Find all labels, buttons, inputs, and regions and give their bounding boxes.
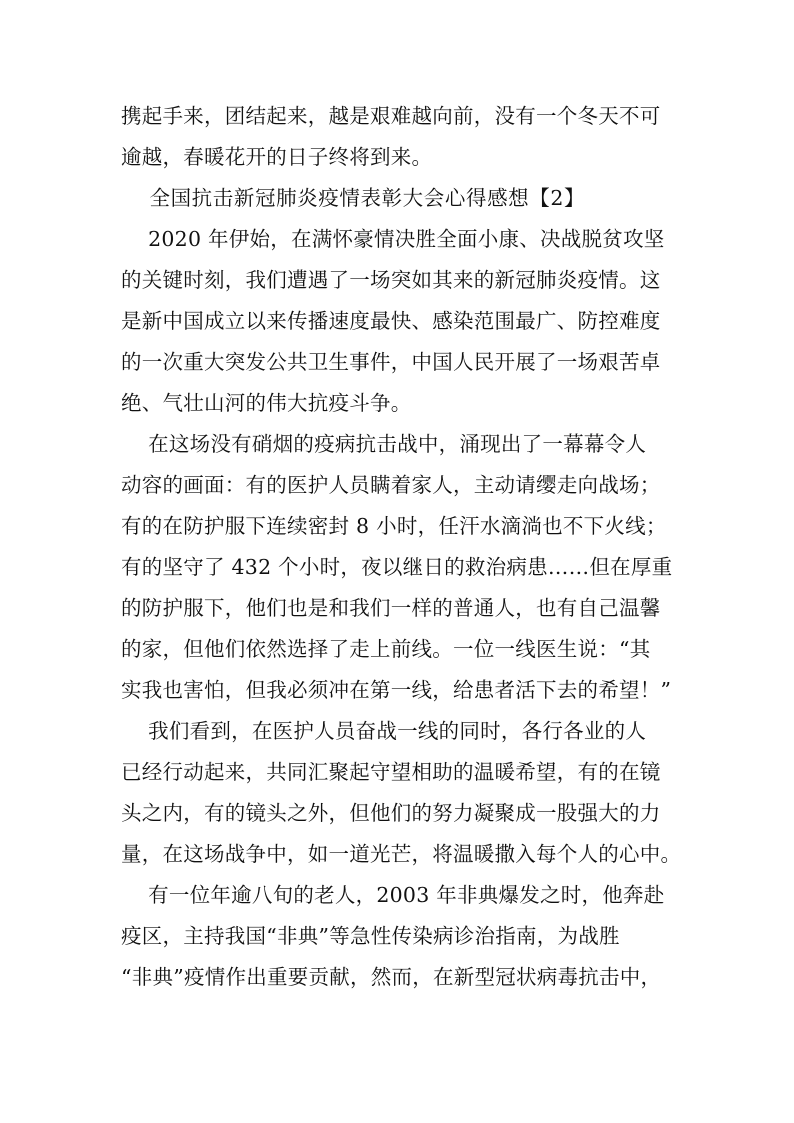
- text-line: 的关键时刻，我们遭遇了一场突如其来的新冠肺炎疫情。这: [121, 268, 661, 292]
- text-line: 的家，但他们依然选择了走上前线。一位一线医生说：“其: [121, 637, 651, 661]
- text-line: 是新中国成立以来传播速度最快、感染范围最广、防控难度: [121, 309, 661, 333]
- text-line: 的一次重大突发公共卫生事件，中国人民开展了一场艰苦卓: [121, 350, 661, 374]
- text-line: 疫区，主持我国“非典”等急性传染病诊治指南，为战胜: [121, 924, 620, 948]
- text-line: 在这场没有硝烟的疫病抗击战中，涌现出了一幕幕令人: [121, 432, 647, 456]
- text-line: 2020 年伊始，在满怀豪情决胜全面小康、决战脱贫攻坚: [121, 227, 665, 251]
- text-line: 有的在防护服下连续密封 8 小时，任汗水滴淌也不下火线；: [121, 514, 667, 538]
- text-line: 已经行动起来，共同汇聚起守望相助的温暖希望，有的在镜: [121, 760, 661, 784]
- text-line: 动容的画面：有的医护人员瞒着家人，主动请缨走向战场；: [121, 473, 661, 497]
- text-line: 我们看到，在医护人员奋战一线的同时，各行各业的人: [121, 719, 647, 743]
- text-line: 实我也害怕，但我必须冲在第一线，给患者活下去的希望！”: [121, 678, 672, 702]
- text-line: 携起手来，团结起来，越是艰难越向前，没有一个冬天不可: [121, 104, 661, 128]
- text-line: 有一位年逾八旬的老人，2003 年非典爆发之时，他奔赴: [121, 883, 665, 907]
- document-body: [121, 96, 682, 998]
- text-line: 有的坚守了 432 个小时，夜以继日的救治病患……但在厚重: [121, 555, 673, 579]
- text-line: 的防护服下，他们也是和我们一样的普通人，也有自己温馨: [121, 596, 661, 620]
- text-line: 逾越，春暖花开的日子终将到来。: [121, 145, 433, 169]
- text-line: 头之内，有的镜头之外，但他们的努力凝聚成一股强大的力: [121, 801, 661, 825]
- text-line: “非典”疫情作出重要贡献，然而，在新型冠状病毒抗击中，: [121, 965, 662, 989]
- section-heading: 全国抗击新冠肺炎疫情表彰大会心得感想【2】: [121, 186, 586, 210]
- text-line: 绝、气壮山河的伟大抗疫斗争。: [121, 391, 412, 415]
- text-line: 量，在这场战争中，如一道光芒，将温暖撒入每个人的心中。: [121, 842, 682, 866]
